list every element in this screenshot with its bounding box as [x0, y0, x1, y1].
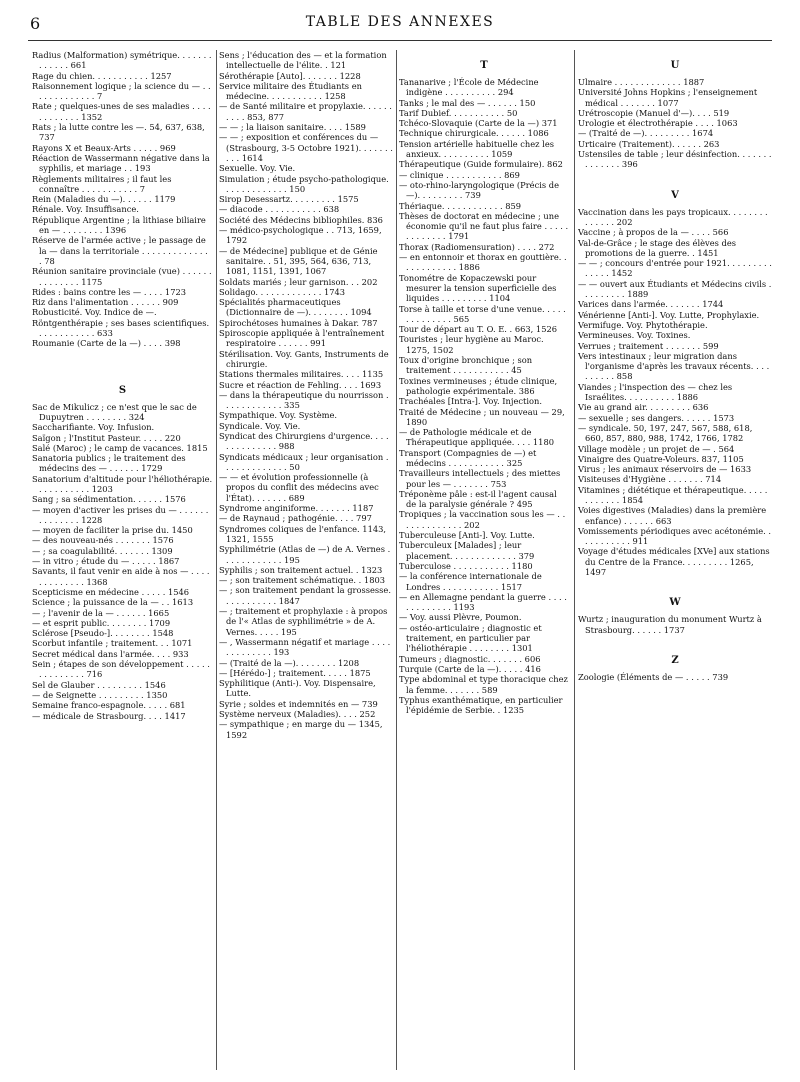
index-entry: Solidago. . . . . . . . . . . . . 1743: [219, 286, 346, 297]
index-entry: Réaction de Wassermann négative dans la syphilis, et mariage . . 193: [32, 152, 210, 174]
index-entry: Tréponème pâle : est-il l'agent causal de la paralysie générale ? 495: [399, 488, 557, 510]
index-entry: Spirochétoses humaines à Dakar. 787: [219, 317, 378, 328]
index-entry: Toxines vermineuses ; étude clinique, pathologie expérimentale. 386: [399, 375, 558, 396]
index-entry: Rayons X et Beaux-Arts . . . . . 969: [32, 142, 176, 153]
section-letter: S: [118, 384, 127, 396]
index-column-2: [219, 50, 393, 1070]
index-entry: Urticaire (Traitement). . . . . . 263: [578, 138, 720, 149]
index-entry: Spiroscopie appliquée à l'entraînement respiratoire . . . . . . 991: [219, 328, 385, 349]
index-entry: Thériaque. . . . . . . . . . . . 859: [399, 200, 522, 211]
index-entry: Turquie (Carte de la —). . . . . 416: [399, 663, 541, 674]
index-entry: Tarif Dubief. . . . . . . . . . . 50: [399, 107, 518, 118]
index-entry: Rides : bains contre les — . . . . 1723: [32, 286, 187, 297]
page-header: [0, 0, 800, 40]
index-entry: — , Wassermann négatif et mariage . . . . . . . . . . . . . 193: [219, 636, 391, 658]
index-entry: — — ouvert aux Étudiants et Médecins civils . . . . . . . . . 1889: [578, 278, 772, 300]
index-entry: Sirop Desessartz. . . . . . . . . 1575: [219, 194, 359, 205]
index-entry: Vermineuses. Voy. Toxines.: [578, 330, 691, 341]
index-entry: Sclérose [Pseudo-]. . . . . . . . 1548: [32, 628, 174, 639]
index-entry: Scepticisme en médecine . . . . . 1546: [32, 586, 190, 597]
index-entry: Spécialités pharmaceutiques (Dictionnaire de —). . . . . . . . 1094: [219, 297, 372, 318]
index-entry: Tchéco-Slovaquie (Carte de la —) 371: [399, 118, 558, 129]
section-letter: U: [670, 60, 680, 71]
index-entry: Syndicats médicaux ; leur organisation . . . . . . . . . . . . . 50: [219, 451, 389, 472]
index-entry: — ; l'avenir de la — . . . . . . 1665: [32, 607, 170, 618]
index-entry: Sérothérapie [Auto]. . . . . . . 1228: [219, 70, 361, 81]
index-entry: Syndicat des Chirurgiens d'urgence. . . . . . . . . . . . . . 988: [219, 430, 389, 452]
index-entry: Rein (Maladies du —). . . . . . 1179: [32, 194, 176, 205]
index-entry: Tropiques ; la vaccination sous les — . . . . . . . . . . . . . 202: [399, 509, 566, 530]
index-entry: — in vitro ; étude du — . . . . . 1867: [32, 556, 180, 567]
index-entry: — ; traitement et prophylaxie : à propos de l'« Atlas de syphilimétrie » de A. Vernes. . . . . 195: [219, 606, 388, 637]
index-entry: Syndromes coliques de l'enfance. 1143, 1321, 1555: [219, 523, 387, 544]
index-entry: Stérilisation. Voy. Gants, Instruments de chirurgie.: [219, 348, 389, 369]
index-entry: Tanks ; le mal des — . . . . . . 150: [399, 97, 536, 108]
index-entry: Sanatorium d'altitude pour l'héliothérapie. . . . . . . . . . . 1203: [32, 473, 213, 494]
index-entry: — — ; la liaison sanitaire. . . . 1589: [219, 122, 366, 133]
index-entry: Saccharifiante. Voy. Infusion.: [32, 422, 155, 433]
index-entry: — moyen d'activer les prises du — . . . . . . . . . . . . . . 1228: [32, 504, 209, 525]
index-entry: — — ; concours d'entrée pour 1921. . . . . . . . . . . . . . 1452: [578, 258, 772, 279]
index-entry: — oto-rhino-laryngologique (Précis de —). . . . . . . . . 739: [399, 179, 559, 201]
index-entry: Visiteuses d'Hygiène . . . . . . . 714: [578, 474, 722, 485]
index-column-3: [399, 50, 569, 1070]
index-entry: Urologie et électrothérapie . . . . 1063: [578, 118, 738, 129]
index-entry: — de Seignette . . . . . . . . . 1350: [32, 689, 168, 700]
index-entry: — de Santé militaire et propylaxie. . . . . . . . . . 853, 877: [219, 101, 392, 122]
index-entry: — — et évolution professionnelle (à propos du conflit des médecins avec l'État). . . . . . . 689: [219, 472, 379, 503]
index-entry: Syphilimétrie (Atlas de —) de A. Vernes . . . . . . . . . . . . 195: [219, 544, 391, 565]
index-entry: Syphilis ; son traitement actuel. . 1323: [219, 564, 383, 575]
index-entry: Transport (Compagnies de —) et médecins . . . . . . . . . . . 325: [399, 447, 537, 468]
index-entry: Voies digestives (Maladies) dans la première enfance) . . . . . . 663: [578, 505, 767, 526]
index-entry: — dans la thérapeutique du nourrisson . . . . . . . . . . . . 335: [219, 389, 389, 411]
index-entry: Technique chirurgicale. . . . . . 1086: [399, 128, 549, 139]
index-entry: — de Raynaud ; pathogénie. . . . 797: [219, 513, 372, 524]
index-entry: — Voy. aussi Plèvre, Poumon.: [399, 612, 522, 623]
index-entry: Syphilitique (Anti-). Voy. Dispensaire, Lutte.: [219, 678, 376, 699]
index-entry: Société des Médecins bibliophiles. 836: [219, 214, 383, 225]
index-entry: Syrie ; soldes et indemnités en — 739: [219, 698, 378, 709]
index-entry: Vénérienne [Anti-]. Voy. Lutte, Prophylaxie.: [578, 309, 760, 320]
index-entry: Sympathique. Voy. Système.: [219, 410, 338, 421]
index-entry: Vaccine ; à propos de la — . . . . 566: [578, 227, 729, 238]
column-divider: [574, 50, 575, 1070]
index-entry: — de Médecine] publique et de Génie sanitaire. . 51, 395, 564, 636, 713, 1081, 1151, 1391, 1067: [219, 245, 378, 277]
header-rule: [28, 40, 772, 41]
index-entry: Sexuelle. Voy. Vie.: [219, 163, 296, 174]
index-entry: Wurtz ; inauguration du monument Wurtz à Strasbourg. . . . . . 1737: [578, 614, 762, 635]
index-entry: Tuberculeuse [Anti-]. Voy. Lutte.: [399, 530, 535, 541]
index-entry: Touristes ; leur hygiène au Maroc. 1275, 1502: [399, 334, 544, 355]
section-letter: Z: [671, 654, 679, 666]
index-entry: Savants, il faut venir en aide à nos — . . . . . . . . . . . . . 1368: [32, 566, 210, 587]
index-entry: — moyen de faciliter la prise du. 1450: [32, 525, 193, 536]
index-entry: — des nouveau-nés . . . . . . . 1576: [32, 535, 174, 546]
index-entry: Ustensiles de table ; leur désinfection. . . . . . . . . . . . . . 396: [578, 149, 772, 170]
index-entry: Val-de-Grâce ; le stage des élèves des promotions de la guerre. . 1451: [578, 237, 736, 258]
index-entry: Virus ; les animaux réservoirs de — 1633: [578, 464, 752, 475]
index-entry: Système nerveux (Maladies). . . . 252: [219, 709, 376, 719]
index-entry: — ; son traitement pendant la grossesse. . . . . . . . . . . 1847: [219, 585, 391, 606]
page-title: TABLE DES ANNEXES: [305, 14, 495, 30]
index-entry: Vinaigre des Quatre-Voleurs. 837, 1105: [578, 453, 744, 464]
index-entry: Roumanie (Carte de la —) . . . . 398: [32, 338, 181, 349]
index-entry: Raisonnement logique ; la science du — . . . . . . . . . . . . . 7: [32, 80, 211, 102]
index-entry: — sympathique ; en marge du — 1345, 1592: [219, 719, 383, 740]
index-entry: Saïgon ; l'Institut Pasteur. . . . . 220: [32, 432, 181, 443]
index-entry: Verrues ; traitement . . . . . . . 599: [578, 340, 719, 351]
index-entry: Voyage d'études médicales [XVe] aux stations du Centre de la France. . . . . . . . . 1265, 1497: [578, 546, 770, 578]
index-entry: Rénale. Voy. Insuffisance.: [32, 204, 139, 215]
index-entry: — et esprit public. . . . . . . . 1709: [32, 617, 171, 628]
index-entry: Varices dans l'armée. . . . . . . 1744: [578, 299, 724, 310]
index-entry: — sexuelle ; ses dangers. . . . . . 1573: [578, 412, 735, 423]
index-entry: Sucre et réaction de Fehling. . . . 1693: [219, 379, 382, 390]
index-entry: Sang ; sa sédimentation. . . . . . 1576: [32, 494, 186, 505]
index-entry: Robusticité. Voy. Indice de —.: [32, 307, 157, 318]
index-entry: Vers intestinaux ; leur migration dans l'organisme d'après les travaux récents. . . . . . . . . . 858: [578, 350, 770, 382]
index-entry: — diacode . . . . . . . . . . . 638: [219, 204, 340, 215]
section-letter: T: [480, 60, 488, 71]
index-column-1: [32, 50, 213, 1070]
index-entry: Vitamines ; diététique et thérapeutique. . . . . . . . . . . . 1854: [578, 484, 768, 505]
index-entry: Sens ; l'éducation des — et la formation intellectuelle de l'élite. . 121: [219, 50, 387, 71]
index-entry: Service militaire des Étudiants en médecine. . . . . . . . . . . 1258: [219, 80, 362, 102]
page-number: 6: [30, 14, 41, 33]
index-entry: Urétroscopie (Manuel d'—). . . . 519: [578, 107, 730, 118]
index-entry: Science ; la puissance de la — . . 1613: [32, 597, 194, 608]
index-entry: Tension artérielle habituelle chez les anxieux. . . . . . . . . . 1059: [399, 138, 554, 160]
index-entry: Travailleurs intellectuels ; des miettes pour les — . . . . . . . 753: [399, 468, 561, 489]
index-entry: Rage du chien. . . . . . . . . . . 1257: [32, 70, 172, 81]
index-entry: Syndicale. Voy. Vie.: [219, 420, 301, 431]
index-entry: Thérapeutique (Guide formulaire). 862: [399, 159, 563, 170]
index-entry: Tuberculose . . . . . . . . . . . 1180: [399, 560, 533, 571]
index-entry: — de Pathologie médicale et de Thérapeutique appliquée. . . . 1180: [399, 427, 555, 448]
index-entry: Vomissements périodiques avec acétonémie. . . . . . . . . . . 911: [578, 525, 772, 547]
index-entry: Scorbut infantile ; traitement. . . 1071: [32, 638, 193, 649]
column-divider: [216, 50, 217, 1070]
index-entry: Université Johns Hopkins ; l'enseignement médical . . . . . . . 1077: [578, 87, 758, 108]
index-entry: Rats ; la lutte contre les —. 54, 637, 638, 737: [32, 122, 205, 143]
index-entry: — clinique . . . . . . . . . . . 869: [399, 169, 520, 180]
index-entry: Tananarive ; l'École de Médecine indigène . . . . . . . . . . 294: [399, 77, 539, 98]
index-entry: — en Allemagne pendant la guerre . . . . . . . . . . . . . 1193: [399, 591, 567, 613]
index-entry: — en entonnoir et thorax en gouttière. . . . . . . . . . . . 1886: [399, 252, 567, 273]
index-entry: Semaine franco-espagnole. . . . . 681: [32, 700, 186, 711]
index-entry: Tonométre de Kopaczewski pour mesurer la tension superficielle des liquides . . . . . . . . . 1104: [399, 272, 557, 304]
index-entry: Rate ; quelques-unes de ses maladies . . . . . . . . . . . . 1352: [32, 101, 211, 122]
index-entry: Viandes ; l'inspection des — chez les Israélites. . . . . . . . . . 1886: [578, 381, 733, 403]
section-letter: W: [669, 597, 681, 609]
index-entry: Sanatoria publics ; le traitement des médecins des — . . . . . . 1729: [32, 453, 186, 474]
index-entry: Traité de Médecine ; un nouveau — 29, 1890: [399, 406, 565, 427]
index-entry: Riz dans l'alimentation . . . . . . 909: [32, 297, 179, 308]
index-entry: Sein ; étapes de son développement . . . . . . . . . . . . . . 716: [32, 659, 210, 680]
index-entry: Thorax (Radiomensuration) . . . . 272: [399, 241, 555, 252]
index-entry: Thèses de doctorat en médecine ; une économie qu'il ne faut plus faire . . . . . . . . . . . . . 1791: [399, 210, 569, 242]
index-entry: Secret médical dans l'armée. . . . 933: [32, 648, 189, 659]
index-entry: Soldats mariés ; leur garnison. . . 202: [219, 276, 378, 287]
index-entry: Sac de Mikulicz ; ce n'est que le sac de Dupuytren . . . . . . . . 324: [32, 401, 197, 422]
index-entry: — [Hérédo-] ; traitement. . . . . 1875: [219, 667, 371, 678]
index-entry: Stations thermales militaires. . . . 1135: [219, 369, 384, 380]
index-entry: Zoologie (Éléments de — . . . . . 739: [578, 671, 729, 682]
index-entry: Trachéales [Intra-]. Voy. Injection.: [399, 396, 542, 407]
index-entry: — — ; exposition et conférences du — (Strasbourg, 3-5 Octobre 1921). . . . . . . . . . 1614: [219, 132, 393, 163]
index-entry: Salé (Maroc) ; le camp de vacances. 1815: [32, 442, 208, 453]
index-entry: Village modèle ; un projet de — . 564: [578, 443, 735, 454]
index-entry: Tuberculeux [Malades] ; leur placement. . . . . . . . . . . . . 379: [399, 540, 535, 561]
index-entry: Sel de Glauber . . . . . . . . . 1546: [32, 679, 166, 690]
index-entry: Règlements militaires ; il faut les connaître . . . . . . . . . . . 7: [32, 173, 172, 194]
index-entry: — médicale de Strasbourg. . . . 1417: [32, 710, 186, 721]
section-letter: V: [671, 189, 679, 201]
index-entry: — ; son traitement schématique. . 1803: [219, 575, 386, 586]
index-column-4: [578, 50, 772, 1070]
index-entry: Tour de départ au T. O. E. . 663, 1526: [399, 324, 558, 335]
index-entry: Ulmaire . . . . . . . . . . . . . 1887: [578, 77, 705, 87]
index-entry: Simulation ; étude psycho-pathologique. . . . . . . . . . . . . 150: [219, 173, 389, 194]
index-entry: Radius (Malformation) symétrique. . . . . . . . . . . . . 661: [32, 50, 212, 71]
index-entry: — (Traité de —). . . . . . . . . 1674: [578, 128, 714, 139]
index-entry: Tumeurs ; diagnostic. . . . . . . 606: [399, 653, 541, 664]
index-entry: Syndrome anginiforme. . . . . . . 1187: [219, 503, 374, 514]
index-entry: — ostéo-articulaire ; diagnostic et traitement, en particulier par l'héliothérapie . . . . . . . . 1301: [399, 622, 542, 654]
index-entry: Torse à taille et torse d'une venue. . . . . . . . . . . . . . 565: [399, 303, 566, 324]
index-entry: — médico-psychologique . . 713, 1659, 1792: [219, 225, 382, 246]
index-entry: Type abdominal et type thoracique chez la femme. . . . . . . 589: [399, 674, 568, 695]
index-entry: Vermifuge. Voy. Phytothérapie.: [578, 319, 708, 330]
index-entry: Röntgenthérapie ; ses bases scientifiques. . . . . . . . . . . . 633: [32, 317, 210, 339]
index-entry: Toux d'origine bronchique ; son traitement . . . . . . . . . . . 45: [399, 355, 533, 376]
index-entry: Vie au grand air. . . . . . . . . 636: [578, 402, 709, 413]
index-entry: — syndicale. 50, 197, 247, 567, 588, 618, 660, 857, 880, 988, 1742, 1766, 1782: [578, 422, 753, 444]
index-entry: Vaccination dans les pays tropicaux. . . . . . . . . . . . . . 202: [578, 206, 768, 227]
index-entry: — (Traité de la —). . . . . . . . 1208: [219, 657, 360, 668]
index-entry: Réunion sanitaire provinciale (vue) . . . . . . . . . . . . . . 1175: [32, 266, 212, 287]
index-entry: — la conférence internationale de Londres . . . . . . . . . . . 1517: [399, 571, 542, 592]
column-divider: [396, 50, 397, 1070]
index-entry: — ; sa coagulabilité. . . . . . . 1309: [32, 545, 173, 556]
index-entry: République Argentine ; la lithiase biliaire en — . . . . . . . . 1396: [32, 214, 206, 236]
index-entry: Réserve de l'armée active ; le passage de la — dans la territoriale . . . . . . . . . . . . . . 78: [32, 235, 208, 266]
index-entry: Typhus exanthématique, en particulier l'épidémie de Serbie. . 1235: [399, 694, 563, 716]
